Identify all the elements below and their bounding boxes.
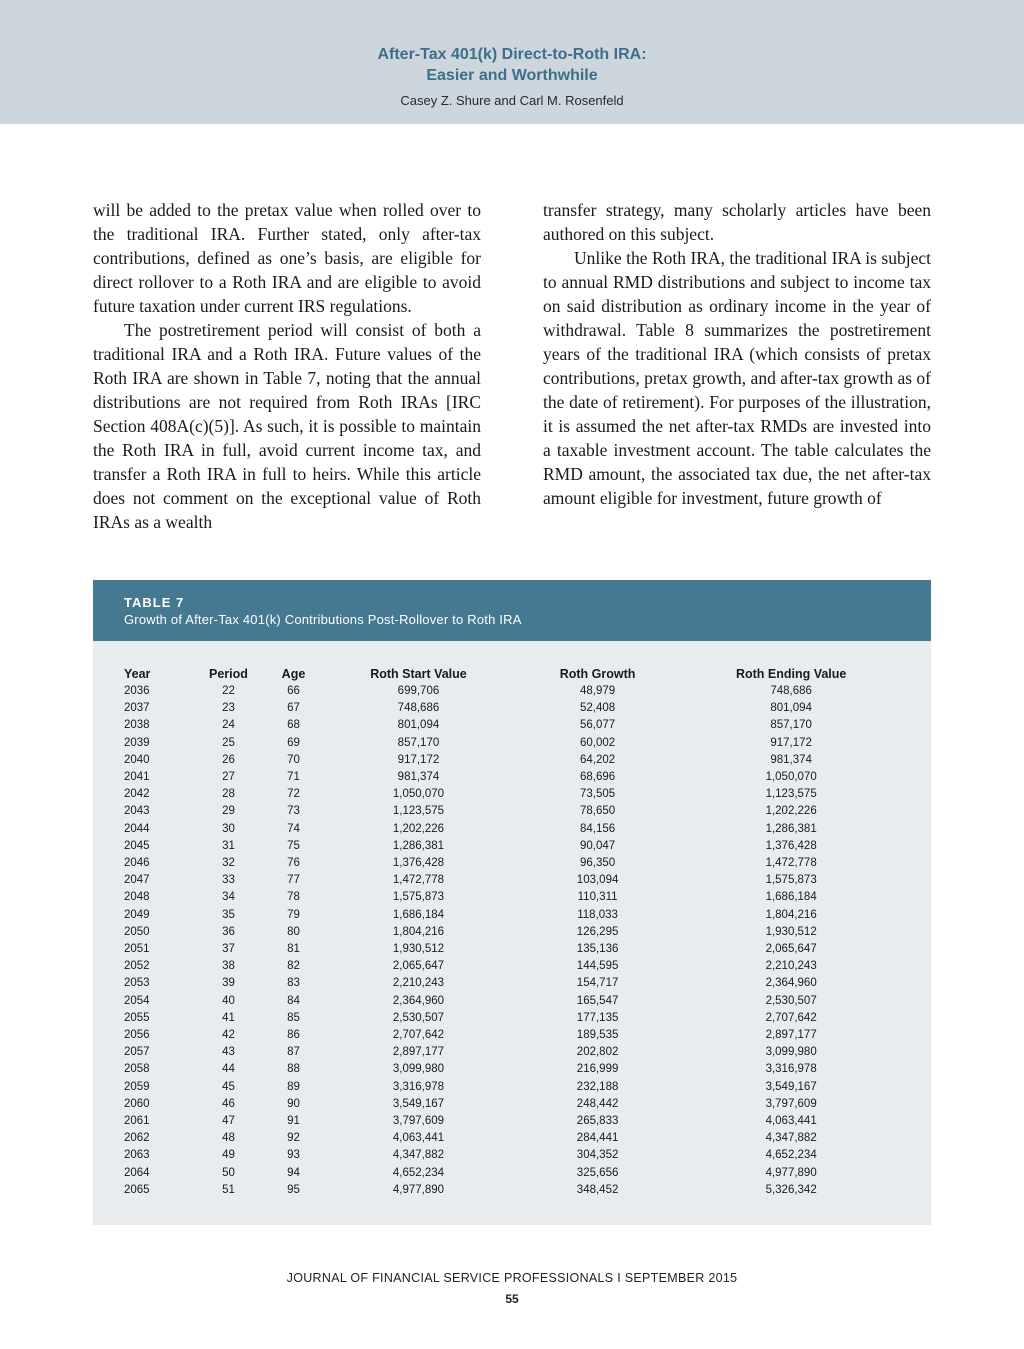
page-number: 55: [505, 1292, 519, 1306]
table-cell: 5,326,342: [765, 1183, 817, 1196]
table-cell: 81: [287, 943, 300, 956]
table-cell: 68,696: [579, 771, 616, 784]
table-row: [124, 717, 906, 734]
table-cell: 28: [222, 788, 235, 801]
table-cell: 2044: [124, 822, 150, 835]
table-cell: 2053: [124, 977, 150, 990]
table-cell: 103,094: [576, 874, 619, 887]
table-cell: 202,802: [576, 1046, 619, 1059]
column-header: Roth Growth: [559, 667, 636, 681]
table-cell: 1,472,778: [765, 857, 817, 870]
table-cell: 1,686,184: [392, 908, 445, 921]
table-cell: 348,452: [576, 1183, 619, 1196]
table-cell: 284,441: [576, 1132, 619, 1145]
table-cell: 31: [222, 839, 235, 852]
table-row: [124, 1182, 906, 1199]
table-cell: 801,094: [770, 702, 812, 715]
table-cell: 83: [287, 977, 300, 990]
table-cell: 60,002: [579, 736, 616, 749]
table-cell: 165,547: [576, 994, 619, 1007]
table-cell: 1,050,070: [392, 788, 445, 801]
table-cell: 1,202,226: [765, 805, 817, 818]
column-header: Period: [209, 667, 248, 681]
table-cell: 84: [287, 994, 300, 1007]
journal-footer: JOURNAL OF FINANCIAL SERVICE PROFESSIONALS I SEPTEMBER 2015: [286, 1271, 738, 1285]
table-cell: 3,797,609: [765, 1097, 817, 1110]
table-row: [124, 735, 906, 752]
table-cell: 52,408: [579, 702, 616, 715]
table-cell: 2037: [124, 702, 150, 715]
table-row: [124, 855, 906, 872]
table-cell: 2055: [124, 1011, 150, 1024]
table-cell: 2,065,647: [392, 960, 445, 973]
table-cell: 2050: [124, 925, 150, 938]
table-cell: 154,717: [576, 977, 619, 990]
table-cell: 66: [287, 685, 300, 697]
data-table: [124, 665, 906, 1199]
table-cell: 51: [222, 1183, 235, 1196]
running-header: [0, 0, 1024, 124]
table-cell: 2,897,177: [765, 1029, 817, 1042]
table-cell: 2041: [124, 771, 150, 784]
table-row: [124, 941, 906, 958]
article-title-line2: Easier and Worthwhile: [426, 67, 598, 84]
body-paragraph: The postretirement period will consist of both a traditional IRA and a Roth IRA. Future values of the Roth IRA are shown in Table 7, noting that the annual distributions are not required from Roth IRAs [IRC Section 408A(c)(5)]. As such, it is possible to maintain the Roth IRA in full, avoid current income tax, and transfer a Roth IRA in full to heirs. While this article does not comment on the exceptional value of Roth IRAs as a wealth: [93, 320, 481, 532]
table-cell: 1,472,778: [392, 874, 445, 887]
table-cell: 981,374: [770, 753, 812, 766]
table-row: [124, 683, 906, 700]
table-cell: 93: [287, 1149, 300, 1162]
table-cell: 118,033: [577, 908, 618, 921]
table-cell: 46: [222, 1097, 235, 1110]
table-cell: 126,295: [576, 925, 619, 938]
table-cell: 71: [287, 771, 300, 784]
table-cell: 94: [287, 1166, 300, 1179]
column-header: Year: [124, 667, 151, 681]
table-cell: 2,897,177: [392, 1046, 445, 1059]
table-cell: 4,347,882: [765, 1132, 817, 1145]
table-label: TABLE 7: [124, 595, 185, 610]
table-cell: 2,364,960: [765, 977, 817, 990]
table-cell: 27: [222, 771, 235, 784]
table-cell: 304,352: [576, 1149, 619, 1162]
table-cell: 2038: [124, 719, 150, 732]
table-cell: 84,156: [579, 822, 616, 835]
table-row: [124, 1010, 906, 1027]
table-cell: 48: [222, 1132, 235, 1145]
table-cell: 248,442: [576, 1097, 619, 1110]
table-cell: 2,707,642: [765, 1011, 817, 1024]
table-cell: 70: [287, 753, 300, 766]
body-column-left: [93, 198, 481, 534]
table-cell: 1,286,381: [765, 822, 817, 835]
table-cell: 2040: [124, 753, 150, 766]
table-cell: 144,595: [576, 960, 619, 973]
table-cell: 1,804,216: [765, 908, 817, 921]
table-cell: 3,797,609: [392, 1115, 445, 1128]
table-cell: 48,979: [579, 685, 616, 697]
table-cell: 2,707,642: [392, 1029, 445, 1042]
table-cell: 77: [287, 874, 300, 887]
table-cell: 748,686: [397, 702, 440, 715]
table-row: [124, 993, 906, 1010]
table-row: [124, 1079, 906, 1096]
table-cell: 1,930,512: [392, 943, 445, 956]
table-row: [124, 803, 906, 820]
table-cell: 75: [287, 839, 300, 852]
table-cell: 2061: [124, 1115, 150, 1128]
table-cell: 36: [222, 925, 235, 938]
table-cell: 2039: [124, 736, 150, 749]
table-cell: 24: [222, 719, 235, 732]
table-cell: 43: [222, 1046, 235, 1059]
table-row: [124, 1096, 906, 1113]
table-cell: 32: [222, 857, 235, 870]
table-cell: 3,549,167: [765, 1080, 817, 1093]
table-cell: 3,099,980: [392, 1063, 445, 1076]
table-cell: 4,977,890: [392, 1183, 445, 1196]
table-cell: 89: [287, 1080, 300, 1093]
table-cell: 76: [287, 857, 300, 870]
table-cell: 96,350: [579, 857, 616, 870]
table-cell: 2049: [124, 908, 150, 921]
table-cell: 26: [222, 753, 235, 766]
table-cell: 801,094: [397, 719, 440, 732]
table-cell: 177,135: [576, 1011, 619, 1024]
table-cell: 1,376,428: [765, 839, 817, 852]
table-body: [124, 683, 906, 1199]
table-cell: 4,652,234: [765, 1149, 817, 1162]
table-cell: 2051: [124, 943, 150, 956]
table-cell: 88: [287, 1063, 300, 1076]
table-row: [124, 924, 906, 941]
table-cell: 1,575,873: [765, 874, 817, 887]
table-cell: 56,077: [579, 719, 616, 732]
table-cell: 33: [222, 874, 235, 887]
table-cell: 917,172: [397, 753, 440, 766]
table-cell: 2064: [124, 1166, 150, 1179]
table-cell: 2048: [124, 891, 150, 904]
table-cell: 42: [222, 1029, 235, 1042]
table-cell: 80: [287, 925, 300, 938]
table-cell: 1,286,381: [392, 839, 445, 852]
table-cell: 857,170: [770, 719, 812, 732]
table-cell: 87: [287, 1046, 300, 1059]
table-cell: 2,530,507: [765, 994, 817, 1007]
table-cell: 78: [287, 891, 300, 904]
table-cell: 4,347,882: [392, 1149, 445, 1162]
table-cell: 3,316,978: [392, 1080, 445, 1093]
table-cell: 37: [222, 943, 235, 956]
table-row: [124, 1130, 906, 1147]
table-cell: 981,374: [397, 771, 440, 784]
table-cell: 47: [222, 1115, 235, 1128]
table-cell: 68: [287, 719, 300, 732]
table-cell: 82: [287, 960, 300, 973]
table-cell: 2042: [124, 788, 150, 801]
table-cell: 92: [287, 1132, 300, 1145]
table-cell: 2065: [124, 1183, 150, 1196]
table-cell: 44: [222, 1063, 235, 1076]
table-cell: 857,170: [397, 736, 440, 749]
table-caption: Growth of After-Tax 401(k) Contributions Post-Rollover to Roth IRA: [124, 612, 522, 627]
table-cell: 2,210,243: [392, 977, 445, 990]
table-cell: 2,065,647: [765, 943, 817, 956]
table-cell: 86: [287, 1029, 300, 1042]
table-cell: 265,833: [576, 1115, 619, 1128]
table-cell: 3,099,980: [765, 1046, 817, 1059]
body-paragraph: transfer strategy, many scholarly articles have been authored on this subject.: [543, 200, 931, 244]
table-7: [93, 580, 931, 1225]
table-cell: 38: [222, 960, 235, 973]
table-cell: 95: [287, 1183, 300, 1196]
table-cell: 1,050,070: [765, 771, 817, 784]
table-cell: 90: [287, 1097, 300, 1110]
table-cell: 73,505: [579, 788, 616, 801]
body-paragraph: Unlike the Roth IRA, the traditional IRA is subject to annual RMD distributions and subject to income tax on said distribution as ordinary income in the year of withdrawal. Table 8 summarizes the postretirement years of the traditional IRA (which consists of pretax contributions, pretax growth, and after-tax growth as of the date of retirement). For purposes of the illustration, it is assumed the net after-tax RMDs are invested into a taxable investment account. The table calculates the RMD amount, the associated tax due, the net after-tax amount eligible for investment, future growth of: [543, 248, 931, 508]
table-cell: 67: [287, 702, 300, 715]
table-cell: 2045: [124, 839, 150, 852]
table-cell: 35: [222, 908, 235, 921]
table-cell: 325,656: [576, 1166, 619, 1179]
table-cell: 110,311: [577, 891, 618, 904]
table-cell: 85: [287, 1011, 300, 1024]
table-cell: 64,202: [579, 753, 616, 766]
table-row: [124, 838, 906, 855]
table-cell: 39: [222, 977, 235, 990]
table-row: [124, 889, 906, 906]
table-cell: 2036: [124, 685, 150, 697]
column-header: Roth Start Value: [370, 667, 467, 681]
table-row: [124, 786, 906, 803]
table-cell: 189,535: [576, 1029, 619, 1042]
table-cell: 2,210,243: [765, 960, 817, 973]
table-cell: 4,652,234: [392, 1166, 445, 1179]
table-cell: 29: [222, 805, 235, 818]
article-authors: Casey Z. Shure and Carl M. Rosenfeld: [400, 93, 624, 108]
column-header: Roth Ending Value: [735, 667, 847, 681]
table-cell: 69: [287, 736, 300, 749]
table-cell: 3,549,167: [392, 1097, 445, 1110]
table-cell: 1,804,216: [392, 925, 445, 938]
table-cell: 917,172: [770, 736, 812, 749]
table-cell: 2058: [124, 1063, 150, 1076]
table-row: [124, 872, 906, 889]
table-cell: 135,136: [576, 943, 619, 956]
table-header-band: [93, 580, 931, 641]
table-cell: 78,650: [579, 805, 616, 818]
body-column-right: [543, 198, 931, 510]
table-cell: 2,364,960: [392, 994, 445, 1007]
table-cell: 2052: [124, 960, 150, 973]
table-cell: 74: [287, 822, 300, 835]
table-cell: 22: [222, 685, 235, 697]
table-cell: 3,316,978: [765, 1063, 817, 1076]
table-cell: 4,063,441: [392, 1132, 445, 1145]
table-column-headers: [124, 665, 906, 683]
table-cell: 50: [222, 1166, 235, 1179]
table-cell: 2043: [124, 805, 150, 818]
table-row: [124, 769, 906, 786]
table-cell: 72: [287, 788, 300, 801]
table-row: [124, 1027, 906, 1044]
table-cell: 73: [287, 805, 300, 818]
table-row: [124, 1113, 906, 1130]
column-header: Age: [281, 667, 306, 681]
table-cell: 30: [222, 822, 235, 835]
article-title-line1: After-Tax 401(k) Direct-to-Roth IRA:: [377, 46, 647, 63]
table-cell: 4,063,441: [765, 1115, 817, 1128]
table-cell: 2060: [124, 1097, 150, 1110]
table-row: [124, 907, 906, 924]
table-cell: 40: [222, 994, 235, 1007]
table-cell: 34: [222, 891, 235, 904]
table-cell: 2,530,507: [392, 1011, 445, 1024]
table-cell: 748,686: [770, 685, 812, 697]
table-row: [124, 958, 906, 975]
body-paragraph: will be added to the pretax value when rolled over to the traditional IRA. Further stated, only after-tax contributions, defined as one’s basis, are eligible for direct rollover to a Roth IRA and are eligible to avoid future taxation under current IRS regulations.: [93, 200, 481, 316]
table-cell: 25: [222, 736, 235, 749]
table-cell: 2062: [124, 1132, 150, 1145]
table-cell: 1,686,184: [765, 891, 817, 904]
table-row: [124, 1147, 906, 1164]
table-cell: 2054: [124, 994, 150, 1007]
table-cell: 1,123,575: [392, 805, 445, 818]
table-cell: 1,376,428: [392, 857, 445, 870]
table-row: [124, 1061, 906, 1078]
table-cell: 232,188: [576, 1080, 619, 1093]
table-cell: 1,930,512: [765, 925, 817, 938]
table-cell: 23: [222, 702, 235, 715]
table-cell: 1,123,575: [765, 788, 817, 801]
table-cell: 41: [222, 1011, 235, 1024]
table-cell: 1,575,873: [392, 891, 445, 904]
table-cell: 699,706: [397, 685, 440, 697]
table-cell: 4,977,890: [765, 1166, 817, 1179]
table-cell: 79: [287, 908, 300, 921]
table-cell: 2046: [124, 857, 150, 870]
table-cell: 2059: [124, 1080, 150, 1093]
table-cell: 91: [287, 1115, 300, 1128]
table-cell: 2057: [124, 1046, 150, 1059]
table-cell: 2056: [124, 1029, 150, 1042]
table-row: [124, 821, 906, 838]
table-row: [124, 975, 906, 992]
table-cell: 2047: [124, 874, 150, 887]
table-cell: 1,202,226: [392, 822, 445, 835]
table-cell: 216,999: [576, 1063, 619, 1076]
table-row: [124, 1044, 906, 1061]
table-row: [124, 700, 906, 717]
table-cell: 45: [222, 1080, 235, 1093]
table-row: [124, 752, 906, 769]
table-cell: 90,047: [579, 839, 616, 852]
table-cell: 2063: [124, 1149, 150, 1162]
table-row: [124, 1165, 906, 1182]
table-cell: 49: [222, 1149, 235, 1162]
